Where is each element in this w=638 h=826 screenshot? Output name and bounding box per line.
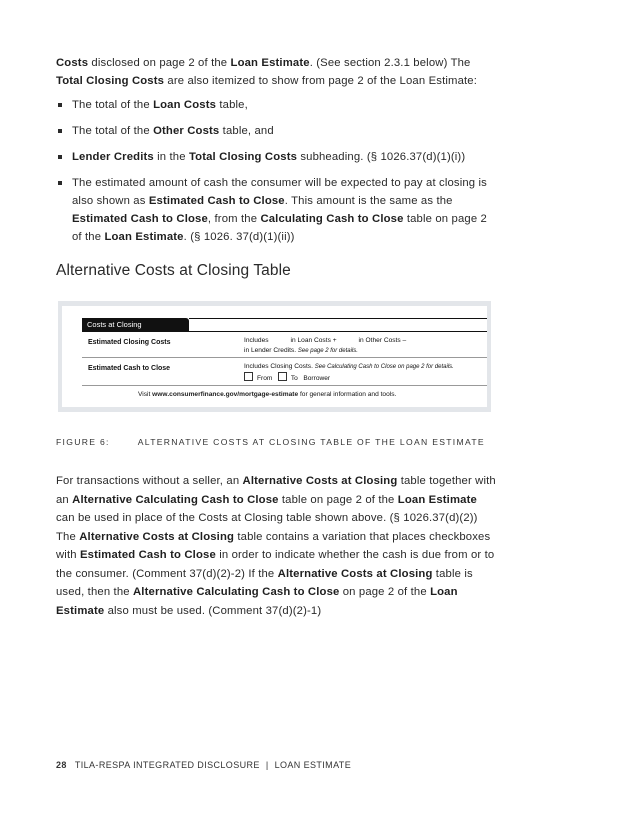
bullet-bold: Loan Estimate [104,231,184,243]
bullet-text: , from the [207,213,261,225]
para-bold: Alternative Calculating Cash to Close [133,586,340,598]
footer-separator: | [265,760,269,770]
estimated-closing-costs-label: Estimated Closing Costs [88,339,171,346]
bullet-bold: Total Closing Costs [188,151,298,163]
intro-bold: Total Closing Costs [56,75,165,87]
para-text: table contains a variation that places checkboxes with [56,530,491,561]
bullet-list [56,96,496,254]
bullet-icon [58,103,62,107]
figure-number: FIGURE 6: [56,437,110,447]
borrower-label: Borrower [303,375,331,382]
bullet-item [56,148,496,166]
footer-text: for general information and tools. [298,391,397,398]
intro-text: disclosed on page 2 of the [88,57,231,69]
bullet-text: table, [216,99,248,111]
bullet-item [56,122,496,140]
bullet-text: The total of the [72,99,154,111]
bullet-icon [58,129,62,133]
bullet-text: table on page 2 of the [72,213,487,243]
bullet-text: in the [153,151,189,163]
figure-footer [138,391,396,398]
para-text: table is used, then the [56,567,473,598]
figure-image [58,301,491,412]
para-bold: Alternative Costs at Closing [79,530,235,543]
row-line [244,372,454,384]
para-text: on page 2 of the [339,586,431,598]
estimated-cash-to-close-text [244,362,454,384]
para-bold: Loan Estimate [56,586,458,617]
para-bold: Alternative Costs at Closing [242,475,398,487]
para-bold: Estimated Cash to Close [79,549,216,561]
to-checkbox[interactable] [278,372,287,381]
footer-section: LOAN ESTIMATE [274,760,352,770]
row-text-part: in Lender Credits. [244,347,298,354]
footer-text: Visit [138,391,153,398]
bullet-text: . (§ 1026. 37(d)(1)(ii)) [183,231,295,243]
row-line: Includes in Loan Costs + in Other Costs – [244,337,407,344]
divider [189,318,487,319]
para-text: also must be used. (Comment 37(d)(2)-1) [104,604,322,617]
row-line [244,346,406,356]
intro-bold: Loan Estimate [230,57,310,69]
bullet-text: The estimated amount of cash the consumer will be expected to pay at closing is also shown as [72,177,487,207]
bullet-bold: Estimated Cash to Close [148,195,285,207]
bullet-item [56,96,496,114]
intro-text: are also itemized to show from page 2 of the Loan Estimate: [164,75,478,87]
footer-title: TILA-RESPA INTEGRATED DISCLOSURE [74,760,260,770]
bullet-bold: Lender Credits [72,151,154,163]
row-italic: See page 2 for details. [297,348,358,354]
row-italic: See Calculating Cash to Close on page 2 for details. [314,364,454,370]
divider [82,385,487,386]
intro-text: . (See section 2.3.1 below) The [309,57,471,69]
from-label: From [257,375,273,382]
figure-caption [56,437,485,447]
page-number: 28 [56,760,67,770]
para-bold: Alternative Calculating Cash to Close [72,493,279,506]
bullet-bold: Estimated Cash to Close [72,213,208,225]
from-checkbox[interactable] [244,372,253,381]
para-text: table on page 2 of the [278,493,398,506]
intro-paragraph [56,54,496,90]
costs-at-closing-form [62,306,487,407]
para-bold: Loan Estimate [397,493,477,506]
bullet-text: subheading. (§ 1026.37(d)(1)(i)) [297,151,466,163]
intro-bold: Costs [56,57,89,69]
to-label: To [290,375,298,382]
figure-caption-text: ALTERNATIVE COSTS AT CLOSING TABLE OF THE LOAN ESTIMATE [137,437,485,447]
row-text-part: Includes Closing Costs. [244,363,315,370]
bullet-icon [58,181,62,185]
bullet-icon [58,155,62,159]
para-bold: Alternative Costs at Closing [277,567,433,580]
body-paragraph [56,472,496,620]
bullet-text: The total of the [72,125,154,137]
para-text: can be used in place of the Costs at Closing table shown above. (§ 1026.37(d)(2)) The [56,512,478,543]
row-line [244,362,454,372]
bullet-text: table, and [219,125,274,137]
estimated-cash-to-close-label: Estimated Cash to Close [88,365,171,372]
section-heading: Alternative Costs at Closing Table [56,262,291,279]
divider [82,331,487,332]
bullet-bold: Other Costs [153,125,220,137]
bullet-item [56,174,496,246]
estimated-closing-costs-text [244,336,406,356]
page-footer [56,760,351,770]
bullet-bold: Calculating Cash to Close [260,213,404,225]
para-text: in order to indicate whether the cash is due from or to the consumer. (Comment 37(d)(2)-2) If the [56,549,495,580]
para-text: table together with an [56,475,496,506]
para-text: For transactions without a seller, an [56,475,243,487]
bullet-bold: Loan Costs [153,99,217,111]
costs-at-closing-tab: Costs at Closing [82,318,189,331]
bullet-text: . This amount is the same as the [284,195,453,207]
divider [82,357,487,358]
footer-link: www.consumerfinance.gov/mortgage-estimate [152,391,299,398]
